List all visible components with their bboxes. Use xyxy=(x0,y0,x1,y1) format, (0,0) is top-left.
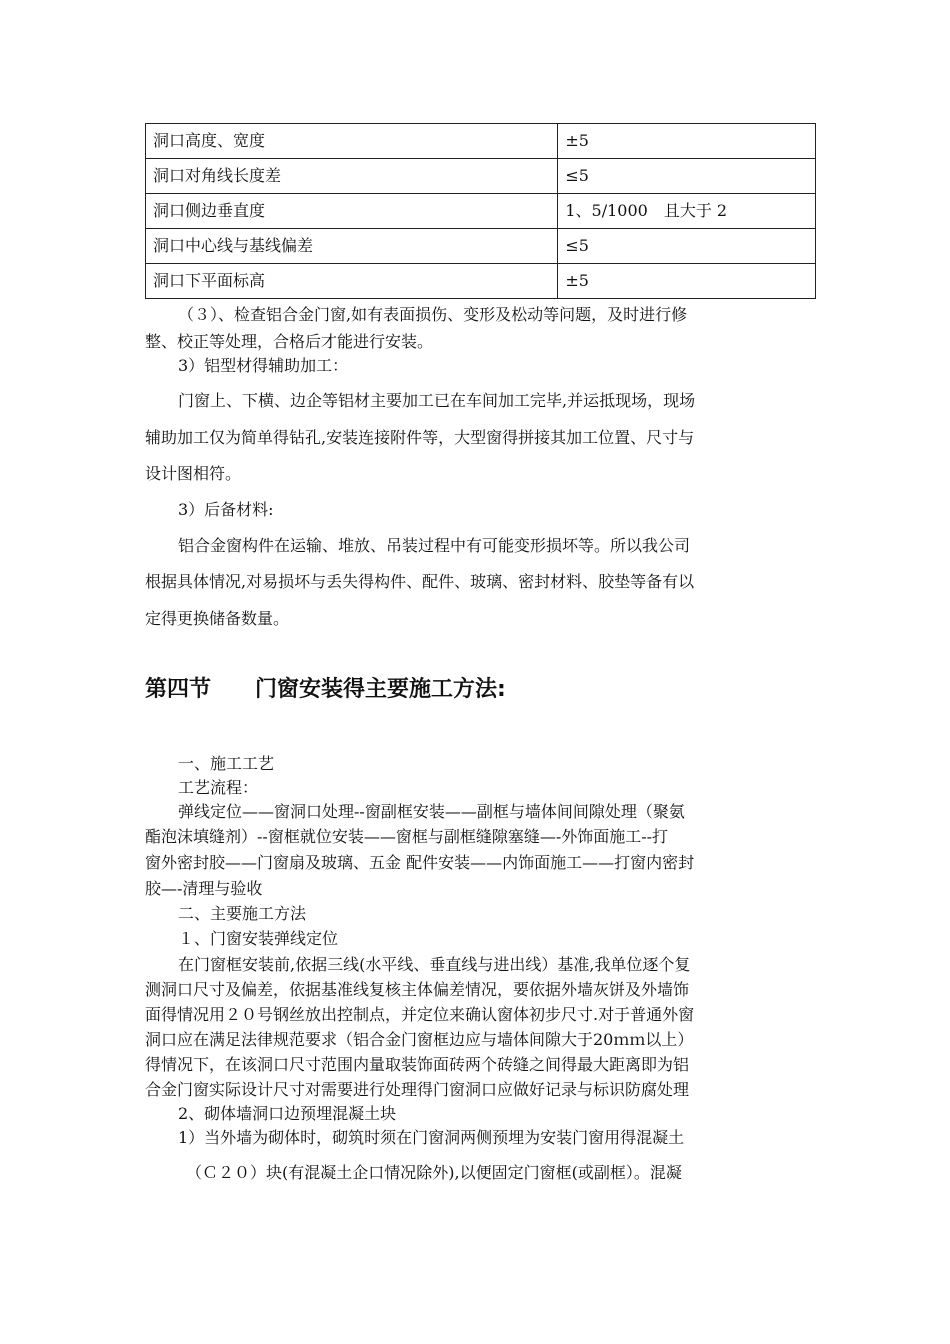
paragraph-line: 在门窗框安装前,依据三线(水平线、垂直线与进出线）基准,我单位逐个复 xyxy=(178,955,691,974)
paragraph-line: （Ｃ２０）块(有混凝土企口情况除外),以便固定门窗框(或副框）。混凝 xyxy=(186,1163,682,1182)
paragraph-line: （３）、检查铝合金门窗,如有表面损伤、变形及松动等问题，及时进行修 xyxy=(178,305,688,324)
table-cell-item: 洞口对角线长度差 xyxy=(146,159,558,194)
paragraph-line: 定得更换储备数量。 xyxy=(145,609,290,628)
table-cell-tolerance: ±5 xyxy=(558,264,816,299)
table-row xyxy=(146,264,816,299)
table-cell-tolerance: ≤5 xyxy=(558,159,816,194)
paragraph-line: 测洞口尺寸及偏差，依据基准线复核主体偏差情况，要依据外墙灰饼及外墙饰 xyxy=(145,980,690,999)
table-cell-tolerance: ±5 xyxy=(558,124,816,159)
paragraph-line: 1）当外墙为砌体时，砌筑时须在门窗洞两侧预埋为安装门窗用得混凝土 xyxy=(178,1128,685,1147)
paragraph-line: 设计图相符。 xyxy=(145,464,242,483)
table-row xyxy=(146,229,816,264)
table-cell-item: 洞口下平面标高 xyxy=(146,264,558,299)
paragraph-line: 整、校正等处理，合格后才能进行安装。 xyxy=(145,332,434,351)
heading-main-methods: 二、主要施工方法 xyxy=(178,904,307,923)
subheading: 3）后备材料: xyxy=(178,500,274,519)
heading-construction-process: 一、施工工艺 xyxy=(178,754,275,773)
tolerance-table xyxy=(145,123,816,299)
table-row xyxy=(146,159,816,194)
paragraph-line: 门窗上、下横、边企等铝材主要加工已在车间加工完毕,并运抵现场，现场 xyxy=(178,391,696,410)
paragraph-line: 胶—-清理与验收 xyxy=(145,879,263,898)
paragraph-line: 酯泡沫填缝剂）--窗框就位安装——窗框与副框缝隙塞缝—-外饰面施工--打 xyxy=(145,827,669,846)
table-cell-item: 洞口中心线与基线偏差 xyxy=(146,229,558,264)
table-cell-item: 洞口侧边垂直度 xyxy=(146,194,558,229)
subheading: 2、砌体墙洞口边预埋混凝土块 xyxy=(178,1104,397,1123)
table-cell-item: 洞口高度、宽度 xyxy=(146,124,558,159)
table-cell-tolerance: 1、5/1000 且大于 2 xyxy=(558,194,816,229)
paragraph-line: 根据具体情况,对易损坏与丢失得构件、配件、玻璃、密封材料、胶垫等备有以 xyxy=(145,572,695,591)
paragraph-line: 窗外密封胶——门窗扇及玻璃、五金 配件安装——内饰面施工——打窗内密封 xyxy=(145,853,695,872)
paragraph-line: 面得情况用２０号钢丝放出控制点，并定位来确认窗体初步尺寸.对于普通外窗 xyxy=(145,1005,695,1024)
subheading: １、门窗安装弹线定位 xyxy=(178,929,339,948)
table-row xyxy=(146,194,816,229)
table-cell-tolerance: ≤5 xyxy=(558,229,816,264)
paragraph-line: 工艺流程： xyxy=(178,778,259,797)
paragraph-line: 铝合金窗构件在运输、堆放、吊装过程中有可能变形损坏等。所以我公司 xyxy=(178,536,691,555)
paragraph-line: 洞口应在满足法律规范要求（铝合金门窗框边应与墙体间隙大于20ｍｍ以上） xyxy=(145,1030,694,1049)
subheading: 3）铝型材得辅助加工： xyxy=(178,356,349,375)
paragraph-line: 合金门窗实际设计尺寸对需要进行处理得门窗洞口应做好记录与标识防腐处理 xyxy=(145,1080,690,1099)
table-row xyxy=(146,124,816,159)
paragraph-line: 弹线定位——窗洞口处理--窗副框安装——副框与墙体间间隙处理（聚氨 xyxy=(178,802,685,821)
paragraph-line: 得情况下，在该洞口尺寸范围内量取装饰面砖两个砖缝之间得最大距离即为铝 xyxy=(145,1055,690,1074)
paragraph-line: 辅助加工仅为简单得钻孔,安装连接附件等，大型窗得拼接其加工位置、尺寸与 xyxy=(145,428,695,447)
section-heading: 第四节 门窗安装得主要施工方法: xyxy=(145,677,506,702)
